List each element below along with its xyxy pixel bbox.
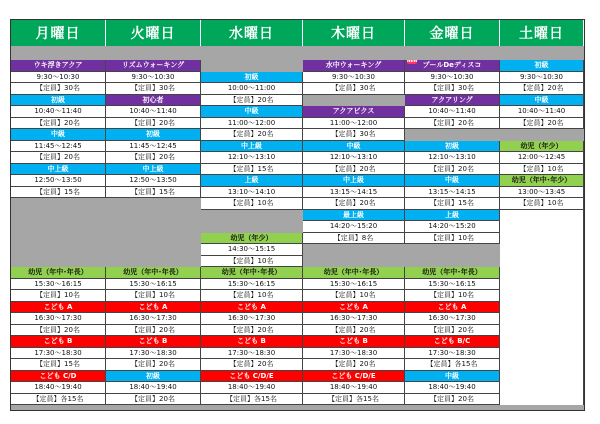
- class-title: 中上級: [11, 164, 106, 176]
- class-title: 幼児（年少）: [201, 233, 303, 245]
- class-detail: 【定員】10名: [106, 290, 201, 302]
- class-title: 上級: [201, 175, 303, 187]
- class-detail: 【定員】各15名: [405, 359, 500, 371]
- class-detail: 9:30〜10:30: [11, 72, 106, 84]
- class-detail: 【定員】各15名: [201, 394, 303, 406]
- class-title: こども C/D/E: [303, 371, 405, 383]
- class-detail: 17:30〜18:30: [11, 348, 106, 360]
- class-detail: 【定員】20名: [201, 359, 303, 371]
- class-detail: 17:30〜18:30: [201, 348, 303, 360]
- class-detail: 【定員】10名: [201, 290, 303, 302]
- class-title: ウキ浮きアクア: [11, 60, 106, 72]
- class-title: 中級: [11, 129, 106, 141]
- class-detail: 10:40〜11:40: [11, 106, 106, 118]
- class-title: 初級: [405, 141, 500, 153]
- class-detail: 【定員】20名: [303, 198, 405, 210]
- class-detail: 13:15〜14:15: [303, 187, 405, 199]
- class-detail: 12:10〜13:10: [405, 152, 500, 164]
- class-title: こども B/C: [405, 336, 500, 348]
- class-title: こども B: [106, 336, 201, 348]
- class-detail: 【定員】20名: [106, 118, 201, 130]
- class-detail: 11:45〜12:45: [11, 141, 106, 153]
- class-detail: 16:30〜17:30: [11, 313, 106, 325]
- class-title: リズムウォーキング: [106, 60, 201, 72]
- class-detail: 16:30〜17:30: [303, 313, 405, 325]
- day-column-3: [303, 60, 405, 405]
- class-title: 中級: [405, 175, 500, 187]
- class-detail: 【定員】20名: [11, 325, 106, 337]
- day-header-4: 金曜日: [405, 20, 500, 46]
- class-detail: 【定員】10名: [405, 233, 500, 245]
- class-detail: 15:30〜16:15: [106, 279, 201, 291]
- class-detail: 【定員】20名: [303, 164, 405, 176]
- class-detail: 【定員】15名: [201, 164, 303, 176]
- class-detail: 18:40〜19:40: [201, 382, 303, 394]
- class-title: こども A: [405, 302, 500, 314]
- class-title: 中上級: [303, 175, 405, 187]
- class-detail: 16:30〜17:30: [106, 313, 201, 325]
- class-detail: 【定員】15名: [11, 359, 106, 371]
- class-detail: 10:40〜11:40: [106, 106, 201, 118]
- class-detail: 【定員】各15名: [303, 394, 405, 406]
- class-title: 幼児（年中･年長）: [106, 267, 201, 279]
- class-detail: 11:45〜12:45: [106, 141, 201, 153]
- class-detail: 【定員】20名: [201, 325, 303, 337]
- new-badge-icon: NEW: [407, 60, 417, 64]
- class-title: アクアリング: [405, 95, 500, 107]
- class-detail: 13:00〜13:45: [500, 187, 584, 199]
- class-detail: 【定員】10名: [201, 256, 303, 268]
- day-column-4: [405, 60, 500, 405]
- day-header-5: 土曜日: [500, 20, 584, 46]
- class-detail: 【定員】20名: [106, 359, 201, 371]
- day-column-1: [106, 60, 201, 405]
- class-detail: 【定員】30名: [11, 83, 106, 95]
- day-header-3: 木曜日: [303, 20, 405, 46]
- class-title: 幼児（年中･年長）: [405, 267, 500, 279]
- class-detail: 14:20〜15:20: [405, 221, 500, 233]
- class-detail: 【定員】20名: [201, 95, 303, 107]
- class-detail: 14:30〜15:15: [201, 244, 303, 256]
- class-detail: 17:30〜18:30: [106, 348, 201, 360]
- class-detail: 【定員】10名: [11, 290, 106, 302]
- day-column-0: [11, 60, 106, 405]
- class-detail: 16:30〜17:30: [201, 313, 303, 325]
- class-detail: 11:00〜12:00: [303, 118, 405, 130]
- day-column-5: [500, 60, 584, 405]
- class-title: こども A: [106, 302, 201, 314]
- class-detail: 10:40〜11:40: [405, 106, 500, 118]
- class-detail: 【定員】10名: [405, 290, 500, 302]
- class-detail: 【定員】20名: [106, 394, 201, 406]
- class-title: 中上級: [201, 141, 303, 153]
- class-detail: 【定員】20名: [106, 152, 201, 164]
- class-detail: 【定員】20名: [500, 118, 584, 130]
- class-detail: 12:00〜12:45: [500, 152, 584, 164]
- class-detail: 9:30〜10:30: [106, 72, 201, 84]
- class-detail: 【定員】20名: [11, 152, 106, 164]
- day-header-2: 水曜日: [201, 20, 303, 46]
- class-title: 最上級: [303, 210, 405, 222]
- day-header-0: 月曜日: [11, 20, 106, 46]
- class-title: 水中ウォーキング: [303, 60, 405, 72]
- class-detail: 【定員】20名: [405, 118, 500, 130]
- class-detail: 15:30〜16:15: [201, 279, 303, 291]
- class-detail: 【定員】8名: [303, 233, 405, 245]
- class-detail: 【定員】20名: [405, 394, 500, 406]
- class-title: こども B: [11, 336, 106, 348]
- class-detail: 18:40〜19:40: [106, 382, 201, 394]
- class-detail: 【定員】10名: [500, 164, 584, 176]
- class-detail: 【定員】30名: [405, 83, 500, 95]
- class-title: こども C/D/E: [201, 371, 303, 383]
- class-title: 初級: [500, 60, 584, 72]
- class-title: こども C/D: [11, 371, 106, 383]
- class-detail: 18:40〜19:40: [303, 382, 405, 394]
- class-detail: 【定員】各15名: [11, 394, 106, 406]
- class-title: 幼児（年中･年長）: [11, 267, 106, 279]
- class-title: 幼児（年中･年長）: [201, 267, 303, 279]
- class-detail: 12:10〜13:10: [303, 152, 405, 164]
- class-title: 上級: [405, 210, 500, 222]
- class-detail: 【定員】20名: [11, 118, 106, 130]
- class-detail: 【定員】10名: [500, 198, 584, 210]
- class-detail: 11:00〜12:00: [201, 118, 303, 130]
- schedule-table: [10, 19, 585, 411]
- class-title: 初級: [106, 371, 201, 383]
- class-title: 初級: [106, 129, 201, 141]
- class-detail: 【定員】30名: [303, 83, 405, 95]
- class-detail: 10:40〜11:40: [500, 106, 584, 118]
- class-title: 中級: [201, 106, 303, 118]
- class-detail: 【定員】10名: [201, 198, 303, 210]
- class-detail: 15:30〜16:15: [11, 279, 106, 291]
- day-header-1: 火曜日: [106, 20, 201, 46]
- class-detail: 【定員】20名: [303, 325, 405, 337]
- class-detail: 【定員】20名: [405, 164, 500, 176]
- day-column-2: [201, 60, 303, 405]
- class-title: 初級: [11, 95, 106, 107]
- class-detail: 12:10〜13:10: [201, 152, 303, 164]
- class-detail: 13:10〜14:10: [201, 187, 303, 199]
- class-detail: 【定員】15名: [106, 187, 201, 199]
- class-title: 初心者: [106, 95, 201, 107]
- class-title: 初級: [201, 72, 303, 84]
- class-title: 幼児（年少）: [500, 141, 584, 153]
- class-detail: 13:15〜14:15: [405, 187, 500, 199]
- class-title: 中級: [405, 371, 500, 383]
- class-title: プールDeディスコ NEW: [405, 60, 500, 72]
- class-detail: 【定員】20名: [201, 129, 303, 141]
- class-detail: 【定員】15名: [405, 198, 500, 210]
- class-detail: 【定員】20名: [303, 359, 405, 371]
- class-detail: 9:30〜10:30: [500, 72, 584, 84]
- class-detail: 【定員】10名: [303, 290, 405, 302]
- class-title: 幼児（年中･年少）: [500, 175, 584, 187]
- class-title: 中級: [303, 141, 405, 153]
- class-detail: 【定員】30名: [106, 83, 201, 95]
- class-title: 幼児（年中･年長）: [303, 267, 405, 279]
- class-detail: 【定員】15名: [11, 187, 106, 199]
- class-title: こども A: [11, 302, 106, 314]
- class-title: こども A: [303, 302, 405, 314]
- class-title: こども B: [201, 336, 303, 348]
- class-title: 中級: [500, 95, 584, 107]
- class-detail: 9:30〜10:30: [405, 72, 500, 84]
- class-detail: 12:50〜13:50: [106, 175, 201, 187]
- class-detail: 【定員】20名: [405, 325, 500, 337]
- class-detail: 14:20〜15:20: [303, 221, 405, 233]
- class-detail: 17:30〜18:30: [405, 348, 500, 360]
- class-detail: 17:30〜18:30: [303, 348, 405, 360]
- class-detail: 9:30〜10:30: [303, 72, 405, 84]
- empty-area: [500, 210, 584, 406]
- class-detail: 12:50〜13:50: [11, 175, 106, 187]
- class-detail: 18:40〜19:40: [11, 382, 106, 394]
- class-detail: 【定員】20名: [106, 325, 201, 337]
- class-title: 中上級: [106, 164, 201, 176]
- class-detail: 10:00〜11:00: [201, 83, 303, 95]
- class-detail: 15:30〜16:15: [405, 279, 500, 291]
- class-detail: 【定員】30名: [303, 129, 405, 141]
- class-detail: 18:40〜19:40: [405, 382, 500, 394]
- class-title: こども B: [303, 336, 405, 348]
- class-title: こども A: [201, 302, 303, 314]
- class-detail: 15:30〜16:15: [303, 279, 405, 291]
- class-detail: 【定員】20名: [500, 83, 584, 95]
- class-title: アクアビクス: [303, 106, 405, 118]
- class-detail: 16:30〜17:30: [405, 313, 500, 325]
- header-gap-bar: [11, 46, 584, 60]
